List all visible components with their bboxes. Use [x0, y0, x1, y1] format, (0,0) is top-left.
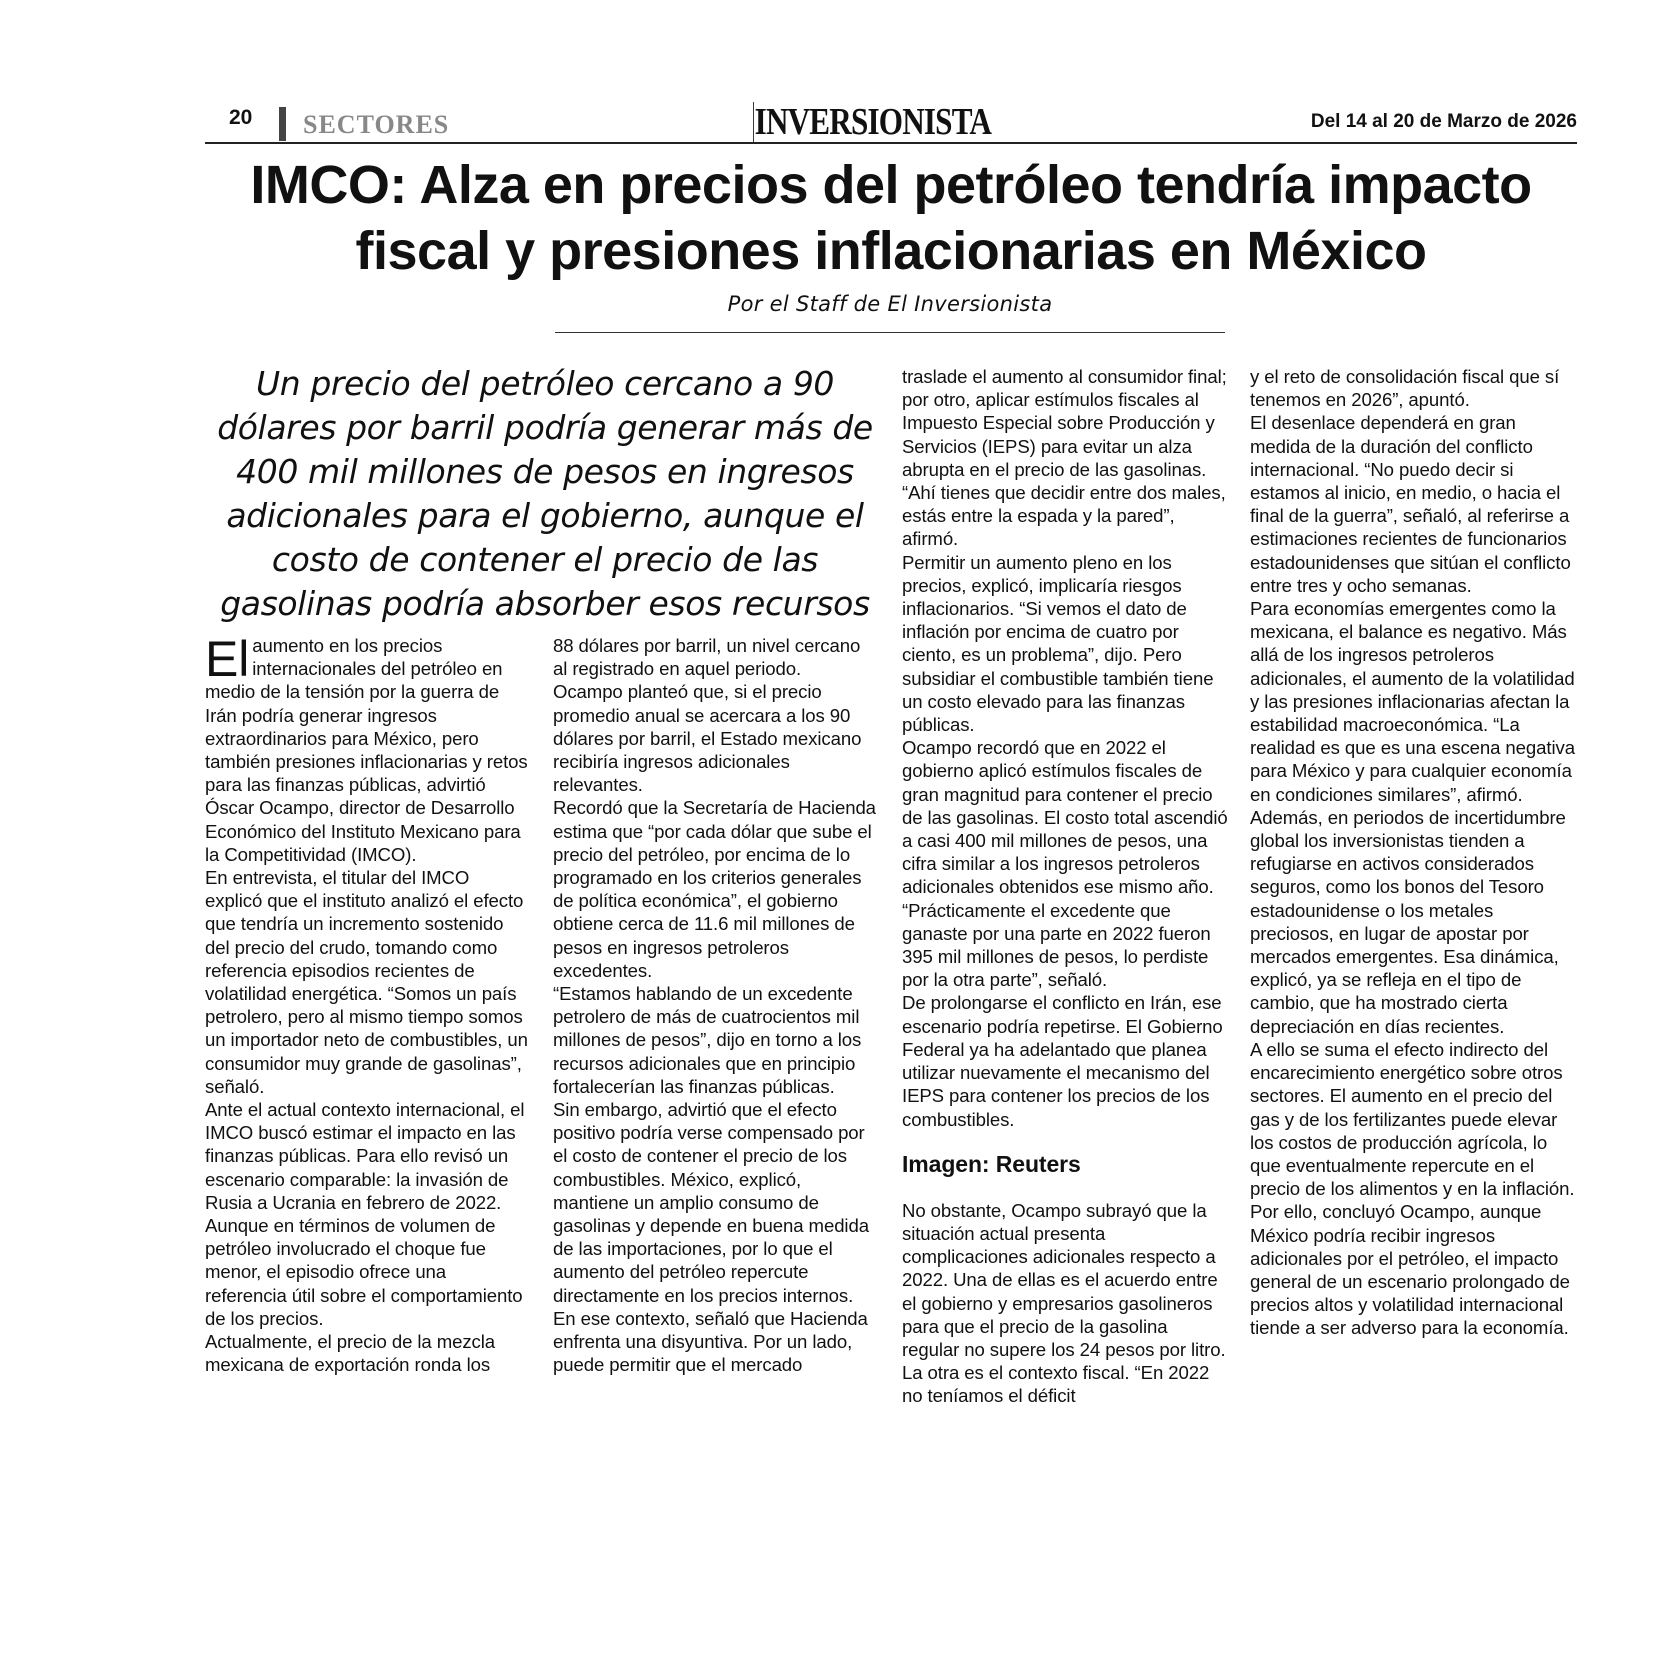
- paragraph: Recordó que la Secretaría de Hacienda estima que “por cada dólar que sube el precio del petróleo, por encima de lo programado en los criterios generales de política económica”, el gobierno obtiene cerca de 11.6 mil millones de pesos en ingresos petroleros excedentes.: [553, 797, 876, 981]
- body-column-1: [205, 631, 530, 1377]
- headline: IMCO: Alza en precios del petróleo tendría impacto fiscal y presiones inflacionarias en México: [250, 155, 1532, 281]
- byline: Por el Staff de El Inversionista: [727, 292, 1053, 316]
- paragraph: y el reto de consolidación fiscal que sí tenemos en 2026”, apuntó.: [1250, 366, 1560, 411]
- paragraph: El aumento en los precios internacionales del petróleo en medio de la tensión por la guerra de Irán podría generar ingresos extraordinarios para México, pero también presiones inflacionarias y retos para las finanzas públicas, advirtió Óscar Ocampo, director de Desarrollo Económico del Instituto Mexicano para la Competitividad (IMCO).: [205, 631, 528, 865]
- paragraph: En entrevista, el titular del IMCO explicó que el instituto analizó el efecto que tendría un incremento sostenido del precio del crudo, tomando como referencia episodios recientes de volatilidad energética. “Somos un país petrolero, pero al mismo tiempo somos un importador neto de combustibles, un consumidor muy grande de gasolinas”, señaló.: [205, 867, 528, 1097]
- paragraph: No obstante, Ocampo subrayó que la situación actual presenta complicaciones adicionales respecto a 2022. Una de ellas es el acuerdo entre el gobierno y empresarios gasolineros para que el precio de la gasolina regular no supere los 24 pesos por litro. La otra es el contexto fiscal. “En 2022 no teníamos el déficit: [902, 1199, 1226, 1407]
- photo-credit: Imagen: Reuters: [902, 1150, 1081, 1177]
- issue-date: Del 14 al 20 de Marzo de 2026: [1310, 111, 1577, 132]
- paragraph: A ello se suma el efecto indirecto del encarecimiento energético sobre otros sectores. El aumento en el precio del gas y de los fertilizantes puede elevar los costos de producción agrícola, lo que eventualmente repercute en el precio de los alimentos y en la inflación.: [1250, 1038, 1575, 1200]
- drop-cap: El: [205, 631, 250, 687]
- paragraph: Actualmente, el precio de la mezcla mexicana de exportación ronda los: [205, 1331, 496, 1376]
- masthead-text: INVERSIONISTA: [754, 101, 992, 143]
- body-column-2: [553, 634, 878, 1377]
- paragraph: Ante el actual contexto internacional, el IMCO buscó estimar el impacto en las finanzas públicas. Para ello revisó un escenario comparable: la invasión de Rusia a Ucrania en febrero de 2022. Aunque en términos de volumen de petróleo involucrado el choque fue menor, el episodio ofrece una referencia útil sobre el comportamiento de los precios.: [205, 1099, 525, 1329]
- byline-divider: [555, 332, 1225, 333]
- paragraph: En ese contexto, señaló que Hacienda enfrenta una disyuntiva. Por un lado, puede permitir que el mercado: [553, 1307, 868, 1376]
- paragraph: Por ello, concluyó Ocampo, aunque México podría recibir ingresos adicionales por el petróleo, el impacto general de un escenario prolongado de precios altos y volatilidad internacional tiende a ser adverso para la economía.: [1250, 1201, 1570, 1339]
- paragraph: traslade el aumento al consumidor final; por otro, aplicar estímulos fiscales al Impuesto Especial sobre Producción y Servicios (IEPS) para evitar un alza abrupta en el precio de las gasolinas. “Ahí tienes que decidir entre dos males, estás entre la espada y la pared”, afirmó.: [902, 366, 1227, 550]
- page-number: 20: [229, 106, 253, 129]
- paragraph: Además, en periodos de incertidumbre global los inversionistas tienden a refugiarse en activos considerados seguros, como los bonos del Tesoro estadounidense o los metales preciosos, en lugar de apostar por mercados emergentes. Esa dinámica, explicó, ya se refleja en el tipo de cambio, que ha mostrado cierta depreciación en días recientes.: [1250, 806, 1566, 1037]
- paragraph: Permitir un aumento pleno en los precios, explicó, implicaría riesgos inflacionarios. “Si vemos el dato de inflación por encima de cuatro por ciento, es un problema”, dijo. Pero subsidiar el combustible también tiene un costo elevado para las finanzas públicas.: [902, 551, 1214, 736]
- body-column-4: [1250, 365, 1580, 1340]
- paragraph: De prolongarse el conflicto en Irán, ese escenario podría repetirse. El Gobierno Federal ya ha adelantado que planea utilizar nuevamente el mecanismo del IEPS para contener los precios de los combustibles.: [902, 992, 1223, 1130]
- section-marker-bar: [279, 107, 286, 141]
- paragraph: Para economías emergentes como la mexicana, el balance es negativo. Más allá de los ingresos petroleros adicionales, el aumento de la volatilidad y las presiones inflacionarias afectan la estabilidad macroeconómica. “La realidad es que es una escena negativa para México y para cualquier economía en condiciones similares”, afirmó.: [1250, 598, 1575, 805]
- masthead-logo: [753, 102, 991, 142]
- section-name: SECTORES: [303, 110, 450, 139]
- deck-summary: Un precio del petróleo cercano a 90 dólares por barril podría generar más de 400 mil millones de pesos en ingresos adicionales para el gobierno, aunque el costo de contener el precio de las gasolinas podría absorber esos recursos: [217, 364, 873, 623]
- paragraph: El desenlace dependerá en gran medida de la duración del conflicto internacional. “No puedo decir si estamos al inicio, en medio, o hacia el final de la guerra”, señaló, al referirse a estimaciones recientes de funcionarios estadounidenses que sitúan el conflicto entre tres y ocho semanas.: [1250, 412, 1571, 596]
- paragraph: Ocampo planteó que, si el precio promedio anual se acercara a los 90 dólares por barril, el Estado mexicano recibiría ingresos adicionales relevantes.: [553, 681, 862, 796]
- paragraph: Ocampo recordó que en 2022 el gobierno aplicó estímulos fiscales de gran magnitud para contener el precio de las gasolinas. El costo total ascendió a casi 400 mil millones de pesos, una cifra similar a los ingresos petroleros adicionales obtenidos ese mismo año. “Prácticamente el excedente que ganaste por una parte en 2022 fueron 395 mil millones de pesos, lo perdiste por la otra parte”, señaló.: [902, 737, 1228, 991]
- paragraph: Sin embargo, advirtió que el efecto positivo podría verse compensado por el costo de contener el precio de los combustibles. México, explicó, mantiene un amplio consumo de gasolinas y depende en buena medida de las importaciones, por lo que el aumento del petróleo repercute directamente en los precios internos.: [553, 1099, 869, 1306]
- page-header: [205, 101, 1577, 144]
- paragraph: “Estamos hablando de un excedente petrolero de más de cuatrocientos mil millones de pesos”, dijo en torno a los recursos adicionales que en principio fortalecerían las finanzas públicas.: [553, 983, 862, 1097]
- paragraph: 88 dólares por barril, un nivel cercano al registrado en aquel periodo.: [553, 635, 861, 680]
- body-column-3: [902, 365, 1228, 1408]
